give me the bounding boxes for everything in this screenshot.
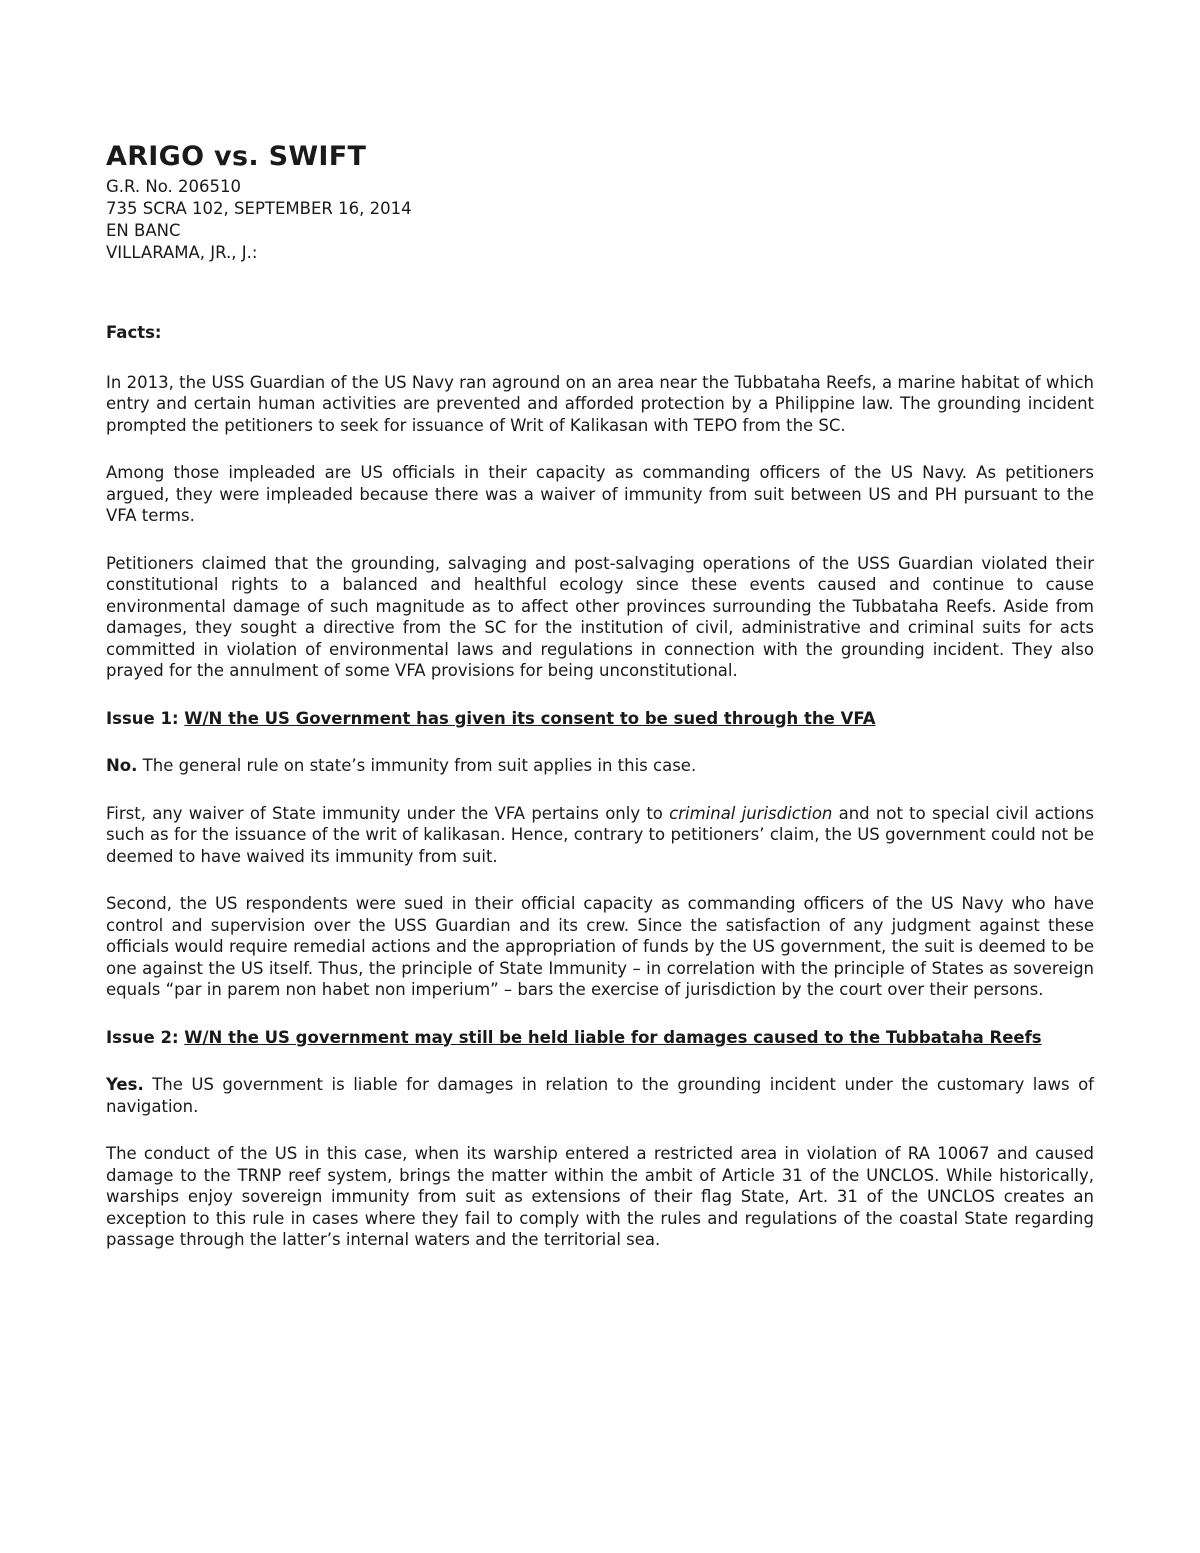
citation: 735 SCRA 102, SEPTEMBER 16, 2014 [106,199,412,218]
issue-1-question: W/N the US Government has given its consent to be sued through the VFA [184,708,876,728]
issue-1-p1-italic: criminal jurisdiction [669,803,833,823]
gr-number: G.R. No. 206510 [106,177,242,196]
issue-1-answer-text: The general rule on state’s immunity from suit applies in this case. [137,756,697,775]
facts-paragraph-3: Petitioners claimed that the grounding, salvaging and post-salvaging operations of the USS Guardian violated their constitutional rights to a balanced and healthful ecology since these events caused and continue to cause environmental damage of such magnitude as to affect other provinces surrounding the Tubbataha Reefs. Aside from damages, they sought a directive from the SC for the institution of civil, administrative and criminal suits for acts committed in violation of environmental laws and regulations in connection with the grounding incident. They also prayed for the annulment of some VFA provisions for being unconstitutional. [106,553,1094,680]
issue-1-label: Issue 1: [106,708,185,728]
issue-2-label: Issue 2: [106,1027,185,1047]
case-title: ARIGO vs. SWIFT [106,141,367,172]
division: EN BANC [106,221,181,240]
issue-1-p1-before: First, any waiver of State immunity under the VFA pertains only to [106,803,670,823]
issue-1-paragraph-1 [106,803,1094,868]
issue-2-answer-text: The US government is liable for damages in relation to the grounding incident under the customary laws of navigation. [106,1075,1094,1116]
issue-2-answer-word: Yes. [106,1075,144,1094]
issue-1-paragraph-2: Second, the US respondents were sued in their official capacity as commanding officers of the US Navy who have control and supervision over the USS Guardian and its crew. Since the satisfaction of any judgment against these officials would require remedial actions and the appropriation of funds by the US government, the suit is deemed to be one against the US itself. Thus, the principle of State Immunity – in correlation with the principle of States as sovereign equals “par in parem non habet non imperium” – bars the exercise of jurisdiction by the court over their persons. [106,894,1094,999]
issue-2-question: W/N the US government may still be held liable for damages caused to the Tubbataha Reefs [184,1027,1042,1047]
issue-1-p1-after: and not to special civil actions such as for the issuance of the writ of kalikasan. Hence, contrary to petitioners’ claim, the US government could not be deemed to have waived its immunity from suit. [106,803,1094,866]
facts-paragraph-2: Among those impleaded are US officials in their capacity as commanding officers of the US Navy. As petitioners argued, they were impleaded because there was a waiver of immunity from suit between US and PH pursuant to the VFA terms. [106,463,1094,525]
issue-2-answer [106,1074,1094,1117]
issue-2-heading [106,1027,1094,1049]
facts-paragraph-1: In 2013, the USS Guardian of the US Navy ran aground on an area near the Tubbataha Reefs, a marine habitat of which entry and certain human activities are prevented and afforded protection by a Philippine law. The grounding incident prompted the petitioners to seek for issuance of Writ of Kalikasan with TEPO from the SC. [106,372,1094,435]
ponente: VILLARAMA, JR., J.: [106,243,258,262]
issue-2-paragraph-1: The conduct of the US in this case, when its warship entered a restricted area in violation of RA 10067 and caused damage to the TRNP reef system, brings the matter within the ambit of Article 31 of the UNCLOS. While historically, warships enjoy sovereign immunity from suit as extensions of their flag State, Art. 31 of the UNCLOS creates an exception to this rule in cases where they fail to comply with the rules and regulations of the coastal State regarding passage through the latter’s internal waters and the territorial sea. [106,1144,1094,1249]
issue-1-answer-word: No. [106,756,138,775]
facts-heading: Facts: [106,323,162,342]
document-page [106,140,1094,1277]
issue-1-answer [106,755,1094,777]
issue-1-heading [106,708,1094,730]
